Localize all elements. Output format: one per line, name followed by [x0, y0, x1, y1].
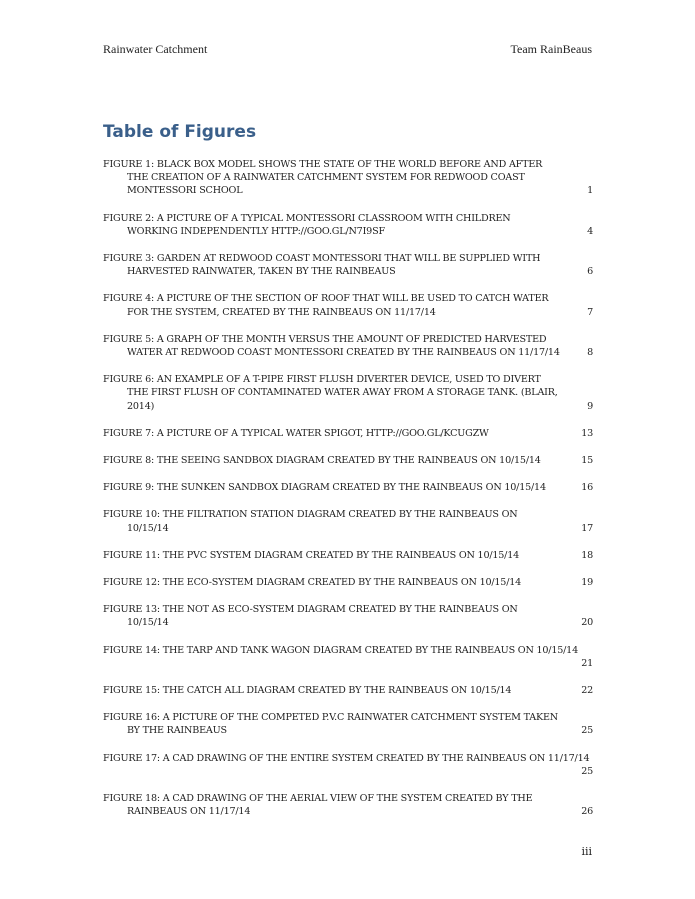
figure-entry[interactable] — [103, 603, 593, 629]
figure-entry[interactable] — [103, 454, 593, 467]
figure-entry[interactable] — [103, 752, 593, 778]
page-folio: iii — [581, 845, 592, 858]
page-number: 26 — [581, 806, 593, 818]
figure-caption: FIGURE 12: THE ECO-SYSTEM DIAGRAM CREATED BY THE RAINBEAUS ON 10/15/14 — [103, 577, 522, 589]
figure-caption: FIGURE 2: A PICTURE OF A TYPICAL MONTESSORI CLASSROOM WITH CHILDREN WORKING INDEPENDENTLY HTTP://GOO.GL/N7I9SF — [103, 212, 511, 237]
figure-caption: FIGURE 18: A CAD DRAWING OF THE AERIAL VIEW OF THE SYSTEM CREATED BY THE RAINBEAUS ON 11/17/14 — [103, 793, 533, 818]
page-number: 22 — [581, 685, 593, 697]
figure-caption: FIGURE 3: GARDEN AT REDWOOD COAST MONTESSORI THAT WILL BE SUPPLIED WITH HARVESTED RAINWATER, TAKEN BY THE RAINBEAUS — [103, 253, 541, 278]
page-number: 4 — [587, 225, 593, 237]
figure-caption: FIGURE 9: THE SUNKEN SANDBOX DIAGRAM CREATED BY THE RAINBEAUS ON 10/15/14 — [103, 482, 546, 494]
figure-caption: FIGURE 15: THE CATCH ALL DIAGRAM CREATED BY THE RAINBEAUS ON 10/15/14 — [103, 685, 512, 697]
page-number: 17 — [581, 522, 593, 534]
figure-caption: FIGURE 13: THE NOT AS ECO-SYSTEM DIAGRAM CREATED BY THE RAINBEAUS ON 10/15/14 — [103, 604, 518, 629]
figure-entry[interactable] — [103, 792, 593, 818]
page-title: Table of Figures — [103, 122, 257, 142]
page-number: 25 — [581, 765, 593, 777]
figure-caption: FIGURE 6: AN EXAMPLE OF A T-PIPE FIRST FLUSH DIVERTER DEVICE, USED TO DIVERT THE FIRST FLUSH OF CONTAMINATED WATER AWAY FROM A STORAGE TANK. (BLAIR, 2014) — [103, 374, 558, 412]
figure-caption: FIGURE 4: A PICTURE OF THE SECTION OF ROOF THAT WILL BE USED TO CATCH WATER FOR THE SYSTEM, CREATED BY THE RAINBEAUS ON 11/17/14 — [103, 293, 549, 318]
page-number: 18 — [581, 549, 593, 561]
figure-entry[interactable] — [103, 508, 593, 534]
figure-entry[interactable] — [103, 644, 593, 670]
page-number: 16 — [581, 482, 593, 494]
figure-caption: FIGURE 17: A CAD DRAWING OF THE ENTIRE SYSTEM CREATED BY THE RAINBEAUS ON 11/17/14 — [103, 752, 590, 764]
page-number: 15 — [581, 455, 593, 467]
figure-caption: FIGURE 5: A GRAPH OF THE MONTH VERSUS THE AMOUNT OF PREDICTED HARVESTED WATER AT REDWOOD COAST MONTESSORI CREATED BY THE RAINBEAUS ON 11/17/14 — [103, 333, 560, 359]
page-number: 13 — [581, 427, 593, 439]
page-number: 19 — [581, 577, 593, 589]
figure-entry[interactable] — [103, 684, 593, 697]
figure-entry[interactable] — [103, 549, 593, 562]
figure-entry[interactable] — [103, 427, 593, 440]
running-header-left: Rainwater Catchment — [103, 42, 208, 56]
page-number: 21 — [581, 657, 593, 669]
page-number: 25 — [581, 725, 593, 737]
table-of-figures — [103, 158, 593, 833]
figure-caption: FIGURE 10: THE FILTRATION STATION DIAGRAM CREATED BY THE RAINBEAUS ON 10/15/14 — [103, 509, 518, 534]
figure-entry[interactable] — [103, 292, 593, 318]
figure-entry[interactable] — [103, 158, 593, 198]
running-header-right: Team RainBeaus — [510, 42, 592, 56]
page-number: 9 — [587, 400, 593, 412]
figure-entry[interactable] — [103, 373, 593, 413]
figure-entry[interactable] — [103, 711, 593, 737]
figure-caption: FIGURE 11: THE PVC SYSTEM DIAGRAM CREATED BY THE RAINBEAUS ON 10/15/14 — [103, 549, 520, 561]
figure-caption: FIGURE 14: THE TARP AND TANK WAGON DIAGRAM CREATED BY THE RAINBEAUS ON 10/15/14 — [103, 644, 578, 656]
figure-entry[interactable] — [103, 576, 593, 589]
page-number: 20 — [581, 617, 593, 629]
figure-entry[interactable] — [103, 212, 593, 238]
page-number: 8 — [587, 347, 593, 359]
figure-entry[interactable] — [103, 481, 593, 494]
figure-caption: FIGURE 8: THE SEEING SANDBOX DIAGRAM CREATED BY THE RAINBEAUS ON 10/15/14 — [103, 455, 541, 467]
figure-caption: FIGURE 7: A PICTURE OF A TYPICAL WATER SPIGOT, HTTP://GOO.GL/KCUGZW — [103, 427, 489, 439]
figure-caption: FIGURE 1: BLACK BOX MODEL SHOWS THE STATE OF THE WORLD BEFORE AND AFTER THE CREATION OF A RAINWATER CATCHMENT SYSTEM FOR REDWOOD COAST MONTESSORI SCHOOL — [103, 159, 543, 197]
figure-entry[interactable] — [103, 333, 593, 359]
page-number: 7 — [587, 306, 593, 318]
page-number: 6 — [587, 266, 593, 278]
figure-entry[interactable] — [103, 252, 593, 278]
page-number: 1 — [587, 185, 593, 197]
figure-caption: FIGURE 16: A PICTURE OF THE COMPETED P.V.C RAINWATER CATCHMENT SYSTEM TAKEN BY THE RAINBEAUS — [103, 712, 558, 737]
